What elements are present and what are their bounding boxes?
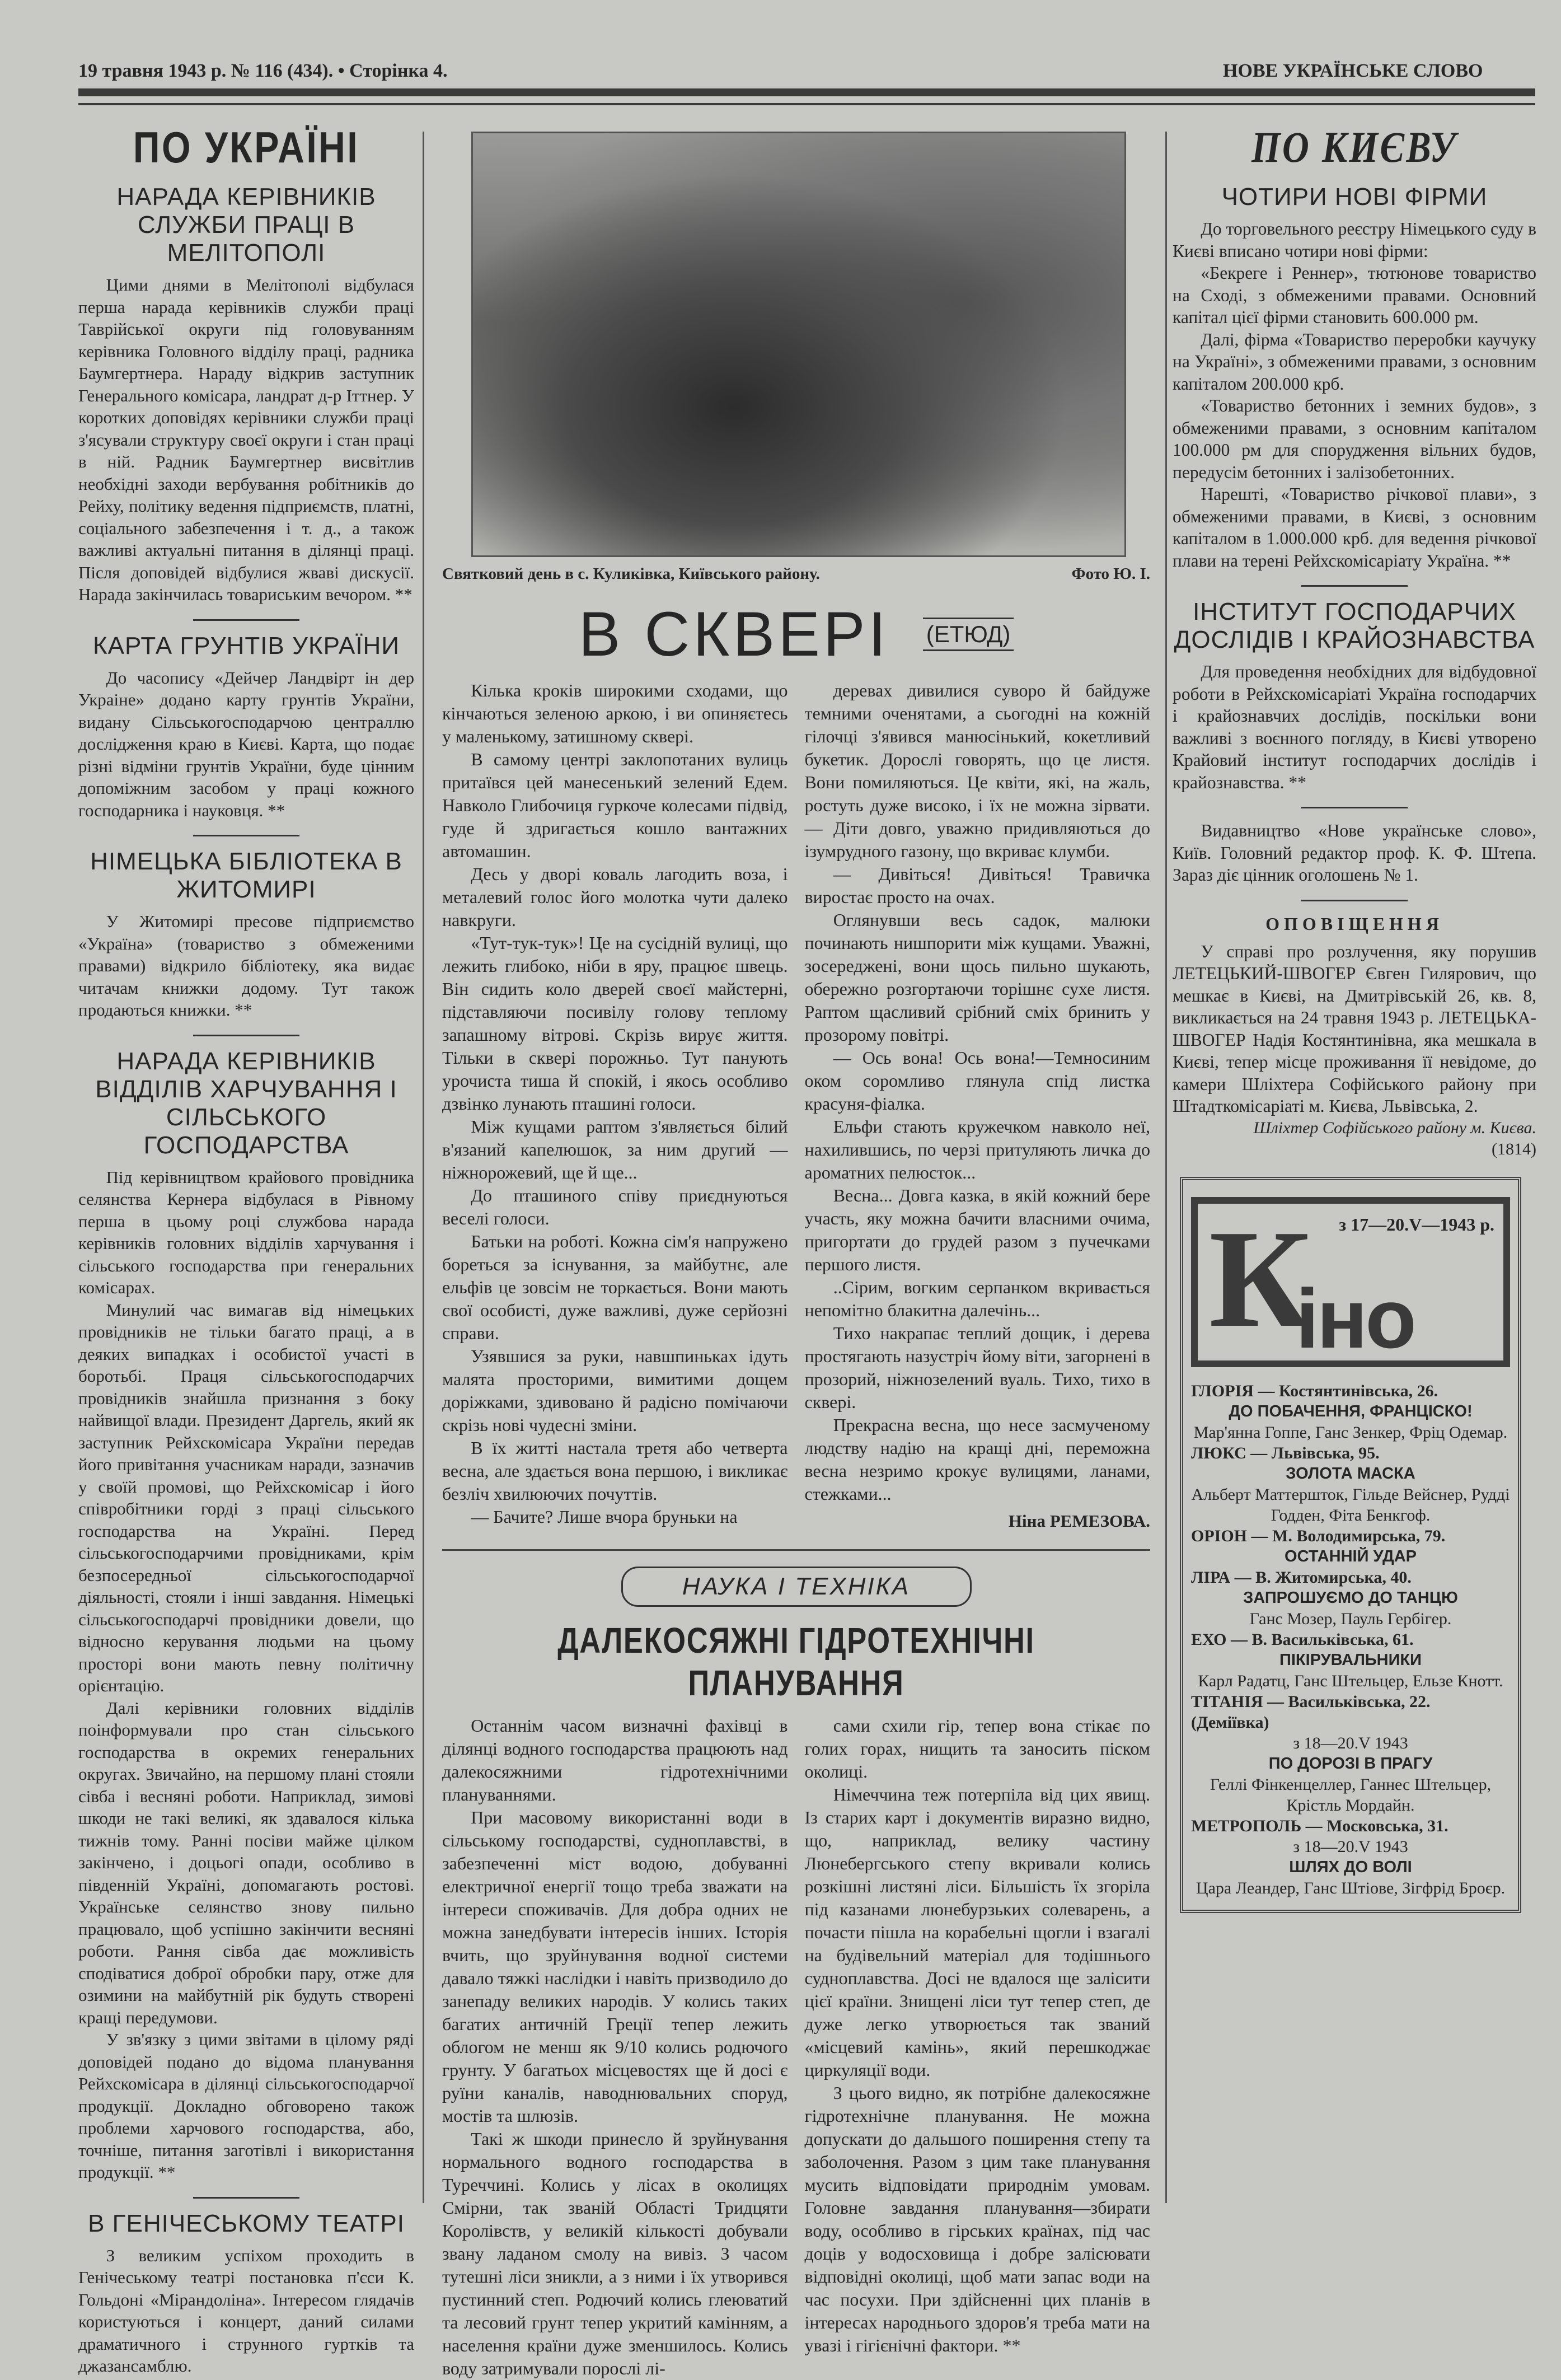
cinema-entry [1191,1629,1510,1691]
science-column [442,1714,788,2380]
cinema-entry [1191,1381,1510,1443]
divider [193,619,299,621]
essay-genre: (ЕТЮД) [923,618,1014,651]
divider [193,2197,299,2199]
cinema-name: ОРІОН — М. Володимирська, 79. [1191,1526,1446,1545]
film-title: ЗАПРОШУЄМО ДО ТАНЦЮ [1243,1588,1458,1607]
paragraph: ..Сірим, вогким серпанком вкривається непомітно блакитна далечінь... [804,1277,1150,1320]
cinema-name: ГЛОРІЯ — Костянтинівська, 26. [1191,1381,1438,1400]
photo-credit: Фото Ю. І. [1071,565,1150,583]
rubric-science: НАУКА І ТЕХНІКА [621,1567,972,1607]
divider [1301,900,1408,901]
divider [1301,585,1408,587]
article-body [1173,661,1536,793]
screening-dates: з 18—20.V 1943 [1293,1733,1408,1752]
paragraph: — Ось вона! Ось вона!—Темносиним оком соромливо глянула спід листка красуня-фіалка. [804,1048,1150,1114]
kino-logo-k: К [1209,1201,1311,1357]
film-title: ДО ПОБАЧЕННЯ, ФРАНЦІСКО! [1229,1402,1473,1420]
kino-logo-ino: іно [1296,1271,1414,1366]
cinema-entry [1191,1567,1510,1629]
cinema-name: ЛІРА — В. Житомирська, 40. [1191,1568,1412,1587]
article-body [78,1166,414,2183]
paragraph: Останнім часом визначні фахівці в ділянці водного господарства працюють над далекосяжними гідротехнічними плануваннями. [442,1715,788,1804]
paragraph: Оглянувши весь садок, малюки починають нишпорити між кущами. Уважні, зосереджені, вони щось пильно шукають, обережно розгортаючи торішнє сухе листя. Раптом щасливий срібний сміх бринить у прозорому повітрі. [804,910,1150,1045]
column-divider [423,132,424,2203]
paragraph: Минулий час вимагав від німецьких провідників не тільки багато праці, а в деяких випадках і особистої участі в боротьбі. Праця сільськогосподарчих провідників знайшла признання з боку найвищої влади. Президент Даргель, який як заступник Рейхскомісара України передав його привітання учасникам наради, зазначив у своїй промові, що Рейхскомісар і його співробітники горді з праці сільського господарства на Україні. Перед сільськогосподарчими провідниками, крім безпосередньої сільськогосподарчої діяльності, стояли і інші завдання. Німецькі сільськогосподарчі провідники довели, що відносно керування людьми на цьому просторі вони мають певну політичну орієнтацію. [78,1299,414,1695]
paragraph: До часопису «Дейчер Ландвірт ін дер Украіне» додано карту грунтів України, видану Сільськогосподарчою централлю дослідження краю в Києві. Карта, що подає різні відміни грунтів України, буде цінним допоміжним засобом у праці кожного господарника і науковця. ** [78,667,414,820]
paragraph: — Дивіться! Дивіться! Травичка виростає просто на очах. [804,864,1150,907]
paragraph: З великим успіхом проходить в Генічеському театрі постановка п'єси К. Гольдоні «Мірандоліна». Інтересом глядачів користуються і концерт, даний силами драматичного і струнного гуртків та джазансамблю. [78,2245,414,2376]
paragraph: В самому центрі заклопотаних вулиць притаївся цей манесенький зелений Едем. Навколо Глибочиця гуркоче колесами підвід, гуде й здригається кошло вантажних автомашин. [442,749,788,861]
film-title: ЗОЛОТА МАСКА [1286,1464,1415,1483]
kino-logo [1191,1197,1510,1367]
screening-dates: з 18—20.V 1943 [1293,1837,1408,1856]
divider [193,835,299,836]
article-body [1173,218,1536,572]
article-title: КАРТА ГРУНТІВ УКРАЇНИ [93,632,400,660]
notice-text: У справі про розлучення, яку порушив ЛЕТЕЦЬКИЙ-ШВОГЕР Євген Гилярович, що мешкає в Києві, на Дмитрівській 26, кв. 8, викликається на 24 травня 1943 р. ЛЕТЕЦЬКА-ШВОГЕР Надія Костянтинівна, яка мешкала в Києві, тепер місце проживання її невідоме, до камери Шліхтера Софійського району при Штадткомісаріаті м. Києва, Львівська, 2. [1173,941,1536,1116]
essay-title: В СКВЕРІ [578,599,889,669]
paragraph: При масовому використанні води в сільському господарстві, судноплавстві, в забезпеченні міст водою, добуванні електричної енергії тощо треба зважати на інтереси споживачів. Для добра одних не можна занедбувати інтересів інших. Історія вчить, що зруйнування водної системи давало тяжкі наслідки і навіть призводило до занепаду великих народів. У колись таких багатих античній Греції тепер лежить облогом не менш як 9/10 колись родючого грунту. У багатьох місцевостях ще й досі є руїни каналів, наводнювальних споруд, мостів та шлюзів. [442,1807,788,2126]
cinema-entry [1191,1443,1510,1526]
film-cast: Ганс Мозер, Пауль Гербігер. [1249,1609,1452,1628]
paragraph: сами схили гір, тепер вона стікає по голих горах, нищить та заносить піском околиці. [804,1715,1150,1782]
paragraph: — Бачите? Лише вчора бруньки на [471,1507,738,1527]
center-column [442,132,1150,2380]
paragraph: В їх житті настала третя або четверта весна, але здається вона першою, і викликає безліч хвилюючих почуттів. [442,1438,788,1504]
film-cast: Альберт Маттершток, Гільде Вейснер, Рудді Годден, Фіта Бенкгоф. [1191,1485,1510,1525]
notice-number: (1814) [1492,1139,1536,1158]
paragraph: У зв'язку з цими звітами в цілому ряді доповідей подано до відома планування Рейхскомісара в ділянці сільськогосподарчої продукції. Докладно обговорено також проблеми харчового господарства, або, точніше, питання заготівлі і використання продукції. ** [78,2030,414,2182]
essay-column [442,679,788,1532]
film-title: ПІКІРУВАЛЬНИКИ [1279,1650,1422,1669]
notice-signature: Шліхтер Софійського району м. Києва. [1253,1118,1536,1137]
paragraph: Нарешті, «Товариство річкової плави», з обмеженими правами, в Києві, з основним капіталом в 1.000.000 крб. для ведення річкової плави на терені Рейхскомісаріату Україна. ** [1173,484,1536,571]
paragraph: Узявшися за руки, навшпиньках ідуть малята просторими, вимитими дощем доріжками, здивовано й радісно помічаючи скрізь нові чудесні зміни. [442,1346,788,1435]
section-title: ПО УКРАЇНІ [133,123,360,172]
article-body [78,2245,414,2377]
article-body [78,667,414,822]
science-title: ДАЛЕКОСЯЖНІ ГІДРОТЕХНІЧНІ ПЛАНУВАННЯ [557,1620,1035,1703]
film-cast: Геллі Фінкенцеллер, Ганнес Штельцер, Крістль Мордайн. [1210,1775,1492,1815]
essay-column [805,679,1151,1532]
film-title: ПО ДОРОЗІ В ПРАГУ [1268,1754,1433,1773]
film-cast: Мар'янна Гоппе, Ганс Зенкер, Фріц Одемар. [1193,1423,1508,1442]
paragraph: Тихо накрапає теплий дощик, і дерева простягають назустріч йому віти, загорнені в прозорий, ніжнозелений вуаль. Тихо, тихо в сквері. [804,1323,1150,1412]
divider [1301,807,1408,808]
paragraph: Такі ж шкоди принесло й зруйнування нормального водного господарства в Туреччині. Колись у лісах в околицях Смірни, так званій Області Тридцяти Королівств, у великій кількості добували звану ладаном смолу на вивіз. З часом тутешні ліси зникли, а з ними і їх утворився пустинний степ. Родючий колись глеюватий та лесовий грунт тепер укритий камінням, а населення країни дуже зменшилось. Колись воду затримували порослі лі- [442,2129,788,2378]
paragraph: деревах дивилися суворо й байдуже темними оченятами, а сьогодні на кожній гілочці з'явився манюсінький, кокетливий букетик. Дорослі говорять, що це листя. Вони помиляються. Це квіти, які, на жаль, ростуть дуже високо, і їх не можна зірвати. — Діти довго, уважно придивляються до ізумрудного газону, що вкриває клумби. [804,680,1150,861]
photo-caption [442,564,1150,584]
article-title: ЧОТИРИ НОВІ ФІРМИ [1221,183,1488,211]
divider [193,1035,299,1036]
cinema-entry [1191,1526,1510,1567]
paragraph: Прекрасна весна, що несе засмученому людству надію на кращі дні, переможна весна незримо крокує вулицями, ланами, стежками... [804,1415,1150,1504]
cinema-entry [1191,1691,1510,1816]
newspaper-name: НОВЕ УКРАЇНСЬКЕ СЛОВО [1223,60,1483,81]
article-body [78,274,414,606]
essay-author: Ніна РЕМЕЗОВА. [1008,1511,1150,1531]
cinema-listings [1180,1177,1521,1913]
film-cast: Карл Радатц, Ганс Штельцер, Ельзе Кнотт. [1198,1671,1503,1690]
paragraph: Далі керівники головних відділів поінформували про стан сільського господарства в окремих генеральних округах. Звичайно, на першому плані стояли сівба і весняні роботи. Наприклад, зимові шкоди не такі великі, як здавалося кілька тижнів тому. Ранні посіви майже цілком закінчено, і доцьогі опади, особливо в південній Україні, допомагають ростові. Українське селянство знову пильно працювало, щоб успішно закінчити весняні роботи. Рання сівба дає можливість сподіватися доброї обробки пару, отже для озимини на майбутній рік будуть створені кращі передумови. [78,1698,414,2027]
paragraph: Німеччина теж потерпіла від цих явищ. Із старих карт і документів виразно видно, що, наприклад, велику частину Люнебергського степу вкривали колись розкішні листяні ліси. Більшість їх згоріла під казанами люнебурзьких солеварень, а почасти пішла на корабельні щогли і взагалі на будівельний матеріал для тодішнього судноплавства. Досі не вдалося ще залісити цієї країни. Знищені ліси тут тепер степ, де дуже легко утворюється так званий «місцевий камінь», який перешкоджає циркуляції води. [804,1784,1150,2080]
left-column [78,120,414,2377]
cinema-name: ЛЮКС — Львівська, 95. [1191,1443,1380,1462]
cinema-entry [1191,1816,1510,1899]
paragraph: Під керівництвом крайового провідника селянства Кернера відбулася в Рівному перша в цьому році службова нарада керівників головних відділів харчування і сільського господарства при генеральних комісарах. [78,1167,414,1297]
paragraph: З цього видно, як потрібне далекосяжне гідротехнічне планування. Не можна допускати до дальшого поширення степу та заболочення. Разом з цим таке планування мусить відповідати природнім умовам. Головне завдання планування—збирати воду, особливо в гірських країнах, під час доців у водосховища і добре залісювати відповідні околиці, щоб мати запас води на час посухи. При здійсненні цих планів в інтересах народнього здоров'я треба мати на увазі і гігієнічні фактори. ** [804,2083,1150,2355]
paragraph: «Бекреге і Реннер», тютюнове товариство на Сході, з обмеженими правами. Основний капітал цієї фірми становить 600.000 рм. [1173,263,1536,327]
film-cast: Цара Леандер, Ганс Штіове, Зігфрід Броєр. [1196,1878,1506,1897]
imprint: Видавництво «Нове українське слово», Київ. Головний редактор проф. К. Ф. Штепа. Зараз діє цінник оголошень № 1. [1173,821,1536,885]
article-title: В ГЕНІЧЕСЬКОМУ ТЕАТРІ [88,2209,405,2237]
paragraph: Далі, фірма «Товариство переробки каучуку на Україні», з обмеженими правами, з основним капіталом 200.000 крб. [1173,329,1536,394]
paragraph: Між кущами раптом з'являється білий в'язаний капелюшок, за ним другий — ніжнорожевий, ще й ще... [442,1116,788,1182]
paragraph: Весна... Довга казка, в якій кожний бере участь, яку можна бачити власними очима, пригортати до грудей разом з пучечками першого листя. [804,1185,1150,1274]
paragraph: «Товариство бетонних і земних будов», з обмеженими правами, з основним капіталом 100.000 рм для спорудження вільних будов, передусім бетонних і залізобетонних. [1173,396,1536,482]
caption-text: Святковий день в с. Куликівка, Київського району. [442,565,820,583]
paragraph: Ельфи стають кружечком навколо неї, нахилившись, по черзі притуляють личка до ароматних пелюсток... [804,1116,1150,1182]
article-title: ІНСТИТУТ ГОСПОДАРЧИХ ДОСЛІДІВ І КРАЙОЗНАВСТВА [1174,598,1535,653]
header-rule [78,88,1535,96]
article-title: НАРАДА КЕРІВНИКІВ ВІДДІЛІВ ХАРЧУВАННЯ І СІЛЬСЬКОГО ГОСПОДАРСТВА [95,1047,397,1159]
news-photo [471,132,1126,557]
kino-dates: з 17—20.V—1943 р. [1339,1214,1494,1235]
article-title: НАРАДА КЕРІВНИКІВ СЛУЖБИ ПРАЦІ В МЕЛІТОПОЛІ [116,183,376,266]
film-title: ОСТАННІЙ УДАР [1285,1547,1417,1565]
divider [442,1549,1150,1551]
right-column [1173,120,1536,1913]
paragraph: «Тут-тук-тук»! Це на сусідній вулиці, що лежить глибоко, ніби в яру, працює швець. Він сидить коло дверей своєї майстерні, підставляючи посивілу голову теплому запашному вітрові. Скрізь вирує життя. Тільки в сквері порожньо. Тут панують урочиста тиша й спокій, і якось особливо дзвінко лунають пташині голоси. [442,933,788,1114]
paragraph: У Житомирі пресове підприємство «Україна» (товариство з обмеженими правами) відкрило бібліотеку, яка видає читачам книжки додому. Тут також продаються книжки. ** [78,911,414,1020]
paragraph: Для проведення необхідних для відбудовної роботи в Рейхскомісаріаті Україна господарчих і крайознавчих дослідів, поскільки вони важливі з воєнного погляду, в Києві утворено Крайовий інститут господарчих дослідів і крайознавства. ** [1173,662,1536,792]
notice-title: ОПОВІЩЕННЯ [1265,913,1443,934]
issue-date-line: 19 травня 1943 р. № 116 (434). • Сторінка 4. [78,60,448,81]
article-body [78,910,414,1021]
cinema-name: ЕХО — В. Васильківська, 61. [1191,1630,1414,1649]
section-title: ПО КИЄВУ [1251,123,1458,171]
paragraph: До торговельного реєстру Німецького суду в Києві вписано чотири нові фірми: [1173,219,1536,261]
paragraph: До пташиного співу приєднуються веселі голоси. [442,1185,788,1228]
column-divider [1165,132,1167,2203]
cinema-name: МЕТРОПОЛЬ — Московська, 31. [1191,1816,1449,1835]
film-title: ШЛЯХ ДО ВОЛІ [1289,1858,1412,1876]
header-rule-thin [78,103,1535,105]
science-column [805,1714,1151,2380]
article-title: НІМЕЦЬКА БІБЛІОТЕКА В ЖИТОМИРІ [90,848,402,903]
essay-heading [442,601,1150,668]
cinema-name: ТІТАНІЯ — Васильківська, 22. (Деміївка) [1191,1692,1431,1732]
paragraph: Цими днями в Мелітополі відбулася перша нарада керівників служби праці Таврійської округи під головуванням керівника Головного відділу праці, радника Баумгертнера. Нараду відкрив заступник Генерального комісара, ландрат д-р Іттнер. У коротких доповідях керівники служби праці з'ясували структуру своєї округи і стан праці в ній. Радник Баумгертнер висвітлив необхідні заходи вербування робітників до Рейху, політику ведення підприємств, платні, соціального забезпечення і т. д., а також важливі актуальні питання в ділянці праці. Після доповідей відбулися жваві дискусії. Нарада закінчилась товариським вечором. ** [78,275,414,604]
paragraph: Десь у дворі коваль лагодить воза, і металевий голос його молотка чути далеко навкруги. [442,864,788,930]
paragraph: Кілька кроків широкими сходами, що кінчаються зеленою аркою, і ви опиняєтесь у маленькому, затишному скверi. [442,680,788,746]
paragraph: Батьки на роботі. Кожна сім'я напружено бореться за існування, за майбутнє, але ельфів це зовсім не торкається. Вони мають свої особисті, дуже важливі, дуже серйозні справи. [442,1231,788,1343]
